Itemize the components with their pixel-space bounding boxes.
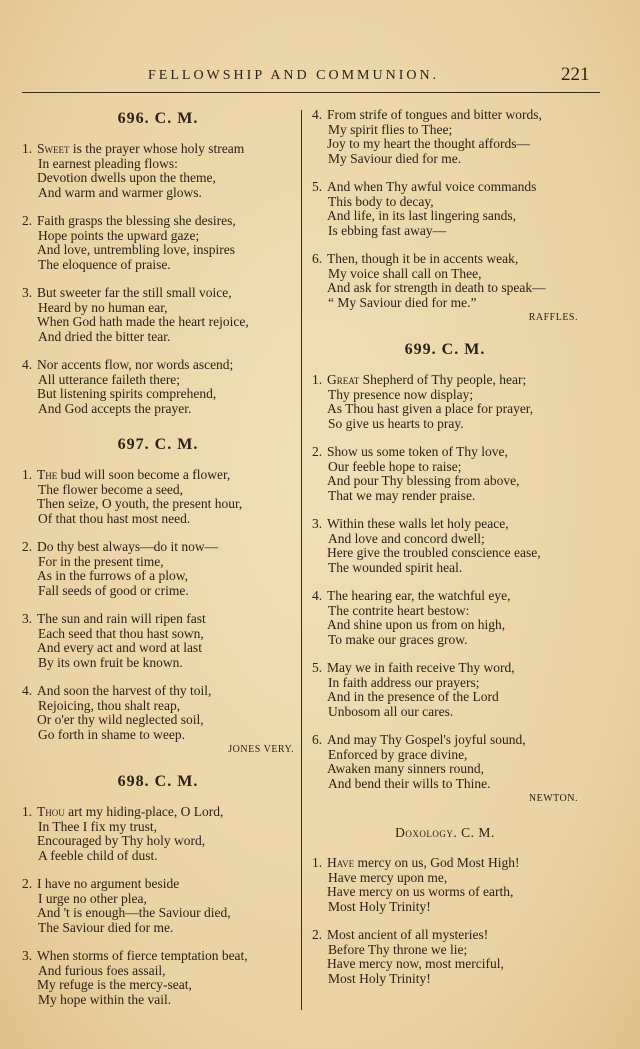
verse-line: So give us hearts to pray. xyxy=(328,415,464,431)
stanza-number: 1. xyxy=(312,372,323,387)
first-word: Thou xyxy=(37,804,65,819)
first-word: Sweet xyxy=(37,141,70,156)
verse-line: By its own fruit be known. xyxy=(38,654,183,670)
hymn-heading: 698. C. M. xyxy=(117,773,199,790)
verse-line: In faith address our prayers; xyxy=(328,674,480,690)
stanza-number: 1. xyxy=(22,467,33,482)
stanza xyxy=(22,540,294,598)
doxology-heading: Doxology. C. M. xyxy=(395,825,495,840)
verse-line: Most ancient of all mysteries! xyxy=(327,927,489,942)
verse-line: The sun and rain will ripen fast xyxy=(37,611,206,626)
verse-line: I urge no other plea, xyxy=(38,890,147,906)
verse-line: The hearing ear, the watchful eye, xyxy=(327,588,511,603)
stanza-number: 4. xyxy=(312,107,323,122)
verse-line: Nor accents flow, nor words ascend; xyxy=(37,357,234,372)
verse-line: The eloquence of praise. xyxy=(38,256,171,272)
stanza-number: 6. xyxy=(312,251,323,266)
stanza xyxy=(22,612,294,670)
verse-line: In earnest pleading flows: xyxy=(38,155,178,171)
stanza-number: 3. xyxy=(312,516,323,531)
verse-line: Each seed that thou hast sown, xyxy=(38,625,204,641)
verse-line: Devotion dwells upon the theme, xyxy=(37,170,216,185)
stanza xyxy=(312,733,578,791)
verse-line: When storms of fierce temptation beat, xyxy=(37,948,248,963)
hymn-696 xyxy=(22,108,294,416)
verse-line: And every act and word at last xyxy=(37,640,202,655)
verse-line: From strife of tongues and bitter words, xyxy=(327,107,542,122)
stanza-number: 5. xyxy=(312,660,323,675)
stanza-number: 6. xyxy=(312,732,323,747)
stanza xyxy=(312,252,578,310)
stanza-number: 2. xyxy=(22,539,33,554)
hymn-heading: 699. C. M. xyxy=(404,341,486,358)
verse-line: Most Holy Trinity! xyxy=(328,898,431,914)
verse-line: Then seize, O youth, the present hour, xyxy=(37,496,243,511)
stanza xyxy=(312,856,578,914)
verse-line: This body to decay, xyxy=(328,193,434,209)
first-word: Great xyxy=(327,372,360,387)
verse-line: That we may render praise. xyxy=(328,487,476,503)
stanza-number: 1. xyxy=(22,141,33,156)
stanza xyxy=(312,928,578,986)
stanza-number: 2. xyxy=(312,927,323,942)
verse-line: May we in faith receive Thy word, xyxy=(327,660,515,675)
verse-line: mercy on us, God Most High! xyxy=(354,855,520,870)
verse-line: My voice shall call on Thee, xyxy=(328,265,482,281)
stanza xyxy=(312,661,578,719)
verse-line: And dried the bitter tear. xyxy=(38,328,171,344)
hymn-699 xyxy=(312,339,578,806)
stanza-number: 3. xyxy=(22,611,33,626)
verse-line: My Saviour died for me. xyxy=(328,150,462,166)
stanza xyxy=(22,214,294,272)
stanza xyxy=(22,684,294,742)
page-number: 221 xyxy=(561,64,590,85)
column-divider xyxy=(301,110,302,1010)
verse-line: Have mercy now, most merciful, xyxy=(327,956,504,971)
verse-line: When God hath made the heart rejoice, xyxy=(37,314,249,329)
verse-line: A feeble child of dust. xyxy=(38,847,158,863)
stanza-number: 5. xyxy=(312,179,323,194)
right-column xyxy=(312,108,578,986)
stanza-number: 2. xyxy=(22,876,33,891)
verse-line: And love, untrembling love, inspires xyxy=(37,242,235,257)
first-word: The xyxy=(37,467,58,482)
verse-line: As in the furrows of a plow, xyxy=(37,568,188,583)
hymn-698 xyxy=(22,771,294,1007)
stanza xyxy=(22,468,294,526)
verse-line: Fall seeds of good or crime. xyxy=(38,582,189,598)
verse-line: And furious foes assail, xyxy=(38,962,166,978)
verse-line: And warm and warmer glows. xyxy=(38,184,202,200)
verse-line: My spirit flies to Thee; xyxy=(328,121,453,137)
verse-line: Awaken many sinners round, xyxy=(327,761,484,776)
verse-line: Do thy best always—do it now— xyxy=(37,539,219,554)
verse-line: Most Holy Trinity! xyxy=(328,970,431,986)
hymn-author: NEWTON. xyxy=(528,793,578,804)
verse-line: Within these walls let holy peace, xyxy=(327,516,509,531)
stanza xyxy=(312,180,578,238)
verse-line: Shepherd of Thy people, hear; xyxy=(359,372,527,387)
verse-line: And in the presence of the Lord xyxy=(327,689,499,704)
verse-line: Before Thy throne we lie; xyxy=(328,941,468,957)
verse-line: “ My Saviour died for me.” xyxy=(328,294,477,310)
verse-line: Faith grasps the blessing she desires, xyxy=(37,213,236,228)
verse-line: Joy to my heart the thought affords— xyxy=(327,136,530,151)
first-word: Have xyxy=(327,855,355,870)
verse-line: But listening spirits comprehend, xyxy=(37,386,217,401)
stanza-number: 1. xyxy=(22,804,33,819)
verse-line: Hope points the upward gaze; xyxy=(38,227,200,243)
stanza xyxy=(22,877,294,935)
stanza-number: 3. xyxy=(22,948,33,963)
running-title: FELLOWSHIP AND COMMUNION. xyxy=(148,68,440,83)
verse-line: Thy presence now display; xyxy=(328,386,474,402)
verse-line: All utterance faileth there; xyxy=(38,371,181,387)
verse-line: And shine upon us from on high, xyxy=(327,617,506,632)
verse-line: Have mercy upon me, xyxy=(328,869,448,885)
verse-line: And 't is enough—the Saviour died, xyxy=(37,905,231,920)
verse-line: is the prayer whose holy stream xyxy=(69,141,245,156)
verse-line: And love and concord dwell; xyxy=(328,530,485,546)
stanza-number: 2. xyxy=(312,444,323,459)
page-header xyxy=(20,64,620,88)
stanza-number: 4. xyxy=(22,683,33,698)
hymn-author: JONES VERY. xyxy=(228,744,294,755)
left-column xyxy=(22,108,294,1007)
hymn-698-continued xyxy=(312,108,578,325)
verse-line: But sweeter far the still small voice, xyxy=(37,285,232,300)
hymn-heading: 697. C. M. xyxy=(117,436,199,453)
verse-line: In Thee I fix my trust, xyxy=(38,818,157,834)
stanza-number: 4. xyxy=(312,588,323,603)
verse-line: Is ebbing fast away— xyxy=(328,222,447,238)
verse-line: Unbosom all our cares. xyxy=(328,703,454,719)
stanza xyxy=(22,805,294,863)
verse-line: And God accepts the prayer. xyxy=(38,400,192,416)
hymn-heading: 696. C. M. xyxy=(117,110,199,127)
stanza-number: 3. xyxy=(22,285,33,300)
verse-line: My refuge is the mercy-seat, xyxy=(37,977,192,992)
stanza xyxy=(22,142,294,200)
verse-line: Enforced by grace divine, xyxy=(328,746,468,762)
hymn-author: RAFFLES. xyxy=(528,312,578,323)
stanza xyxy=(312,108,578,166)
stanza-number: 1. xyxy=(312,855,323,870)
stanza xyxy=(22,358,294,416)
verse-line: My hope within the vail. xyxy=(38,991,172,1007)
verse-line: And soon the harvest of thy toil, xyxy=(37,683,212,698)
verse-line: Then, though it be in accents weak, xyxy=(327,251,519,266)
stanza-number: 2. xyxy=(22,213,33,228)
verse-line: And may Thy Gospel's joyful sound, xyxy=(327,732,526,747)
verse-line: The wounded spirit heal. xyxy=(328,559,463,575)
verse-line: To make our graces grow. xyxy=(328,631,468,647)
stanza xyxy=(312,445,578,503)
verse-line: Here give the troubled conscience ease, xyxy=(327,545,541,560)
verse-line: And pour Thy blessing from above, xyxy=(327,473,520,488)
header-rule xyxy=(22,92,600,93)
verse-line: Rejoicing, thou shalt reap, xyxy=(38,697,181,713)
stanza xyxy=(22,286,294,344)
stanza xyxy=(312,373,578,431)
verse-line: As Thou hast given a place for prayer, xyxy=(327,401,534,416)
verse-line: Have mercy on us worms of earth, xyxy=(327,884,514,899)
verse-line: And bend their wills to Thine. xyxy=(328,775,491,791)
verse-line: Our feeble hope to raise; xyxy=(328,458,462,474)
verse-line: I have no argument beside xyxy=(37,876,180,891)
verse-line: Or o'er thy wild neglected soil, xyxy=(37,712,204,727)
verse-line: And when Thy awful voice commands xyxy=(327,179,537,194)
verse-line: And ask for strength in death to speak— xyxy=(327,280,546,295)
stanza-number: 4. xyxy=(22,357,33,372)
verse-line: Encouraged by Thy holy word, xyxy=(37,833,206,848)
verse-line: The flower become a seed, xyxy=(38,481,184,497)
stanza xyxy=(312,589,578,647)
doxology xyxy=(312,822,578,986)
stanza xyxy=(22,949,294,1007)
verse-line: Of that thou hast most need. xyxy=(38,510,191,526)
verse-line: art my hiding-place, O Lord, xyxy=(64,804,224,819)
verse-line: For in the present time, xyxy=(38,553,164,569)
verse-line: The contrite heart bestow: xyxy=(328,602,470,618)
verse-line: And life, in its last lingering sands, xyxy=(327,208,516,223)
stanza xyxy=(312,517,578,575)
verse-line: The Saviour died for me. xyxy=(38,919,174,935)
hymn-697 xyxy=(22,434,294,757)
verse-line: bud will soon become a flower, xyxy=(57,467,231,482)
verse-line: Heard by no human ear, xyxy=(38,299,168,315)
verse-line: Show us some token of Thy love, xyxy=(327,444,508,459)
verse-line: Go forth in shame to weep. xyxy=(38,726,185,742)
